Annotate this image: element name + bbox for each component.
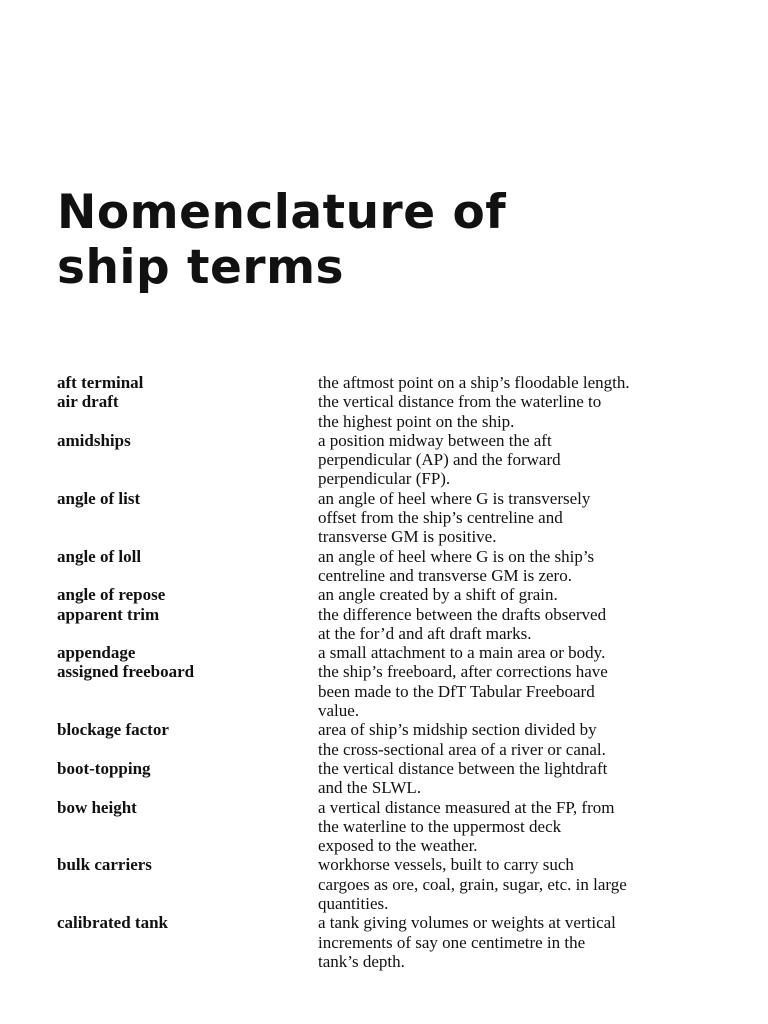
glossary-definition-line: a small attachment to a main area or body. xyxy=(318,643,606,663)
glossary-definition-line: the highest point on the ship. xyxy=(318,411,515,431)
glossary-entry xyxy=(57,392,757,431)
glossary-definition-line: area of ship’s midship section divided by xyxy=(318,720,597,740)
glossary-definition xyxy=(318,605,757,644)
glossary-definition-line: an angle of heel where G is on the ship’s xyxy=(318,546,595,566)
glossary-definition-line: at the for’d and aft draft marks. xyxy=(318,623,532,643)
glossary-definition xyxy=(318,913,757,971)
glossary-definition xyxy=(318,373,757,392)
glossary-definition xyxy=(318,720,757,759)
page-title-line: ship terms xyxy=(57,240,345,295)
glossary-entry xyxy=(57,759,757,798)
glossary-definition xyxy=(318,547,757,586)
glossary-term: assigned freeboard xyxy=(57,662,195,682)
glossary-term: air draft xyxy=(57,392,119,412)
glossary-definition-line: transverse GM is positive. xyxy=(318,527,497,547)
glossary-entry xyxy=(57,662,757,720)
glossary-definition-line: exposed to the weather. xyxy=(318,836,478,856)
glossary-definition-line: increments of say one centimetre in the xyxy=(318,932,586,952)
glossary-entry xyxy=(57,913,757,971)
glossary-term: bow height xyxy=(57,797,137,817)
glossary-definition-line: offset from the ship’s centreline and xyxy=(318,508,563,528)
glossary-definition-line: tank’s depth. xyxy=(318,951,405,971)
glossary-term: angle of list xyxy=(57,488,141,508)
glossary-definition xyxy=(318,798,757,856)
glossary-term: angle of repose xyxy=(57,585,166,605)
page-title-line: Nomenclature of xyxy=(57,185,507,240)
glossary-definition-line: quantities. xyxy=(318,894,389,914)
glossary-definition-line: the ship’s freeboard, after corrections have xyxy=(318,662,608,682)
glossary-definition xyxy=(318,431,757,489)
glossary-entry xyxy=(57,605,757,644)
glossary-entry xyxy=(57,855,757,913)
glossary-definition-line: the cross-sectional area of a river or canal. xyxy=(318,739,606,759)
glossary-entry xyxy=(57,373,757,392)
glossary-definition-line: perpendicular (FP). xyxy=(318,469,451,489)
glossary-term: apparent trim xyxy=(57,604,160,624)
glossary-definition-line: an angle created by a shift of grain. xyxy=(318,585,558,605)
glossary-term: boot-topping xyxy=(57,758,151,778)
glossary-definition-line: a tank giving volumes or weights at vertical xyxy=(318,913,616,933)
glossary-definition-line: the difference between the drafts observed xyxy=(318,604,607,624)
glossary-definition xyxy=(318,489,757,547)
glossary-definition-line: centreline and transverse GM is zero. xyxy=(318,565,572,585)
glossary-definition xyxy=(318,643,757,662)
glossary-definition-line: been made to the DfT Tabular Freeboard xyxy=(318,681,595,701)
glossary-definition-line: the vertical distance between the lightdraft xyxy=(318,758,608,778)
glossary-definition-line: the waterline to the uppermost deck xyxy=(318,816,562,836)
glossary-term: aft terminal xyxy=(57,373,144,392)
glossary-definition xyxy=(318,662,757,720)
glossary-term: amidships xyxy=(57,430,131,450)
glossary-entry xyxy=(57,489,757,547)
glossary-definition xyxy=(318,855,757,913)
glossary-entry xyxy=(57,585,757,604)
glossary-definition-line: cargoes as ore, coal, grain, sugar, etc. in large xyxy=(318,874,627,894)
glossary-term: appendage xyxy=(57,643,136,663)
glossary-definition xyxy=(318,585,757,604)
glossary-term: angle of loll xyxy=(57,546,142,566)
glossary-entry xyxy=(57,798,757,856)
glossary-term: bulk carriers xyxy=(57,855,152,875)
glossary-entry xyxy=(57,547,757,586)
glossary-entry xyxy=(57,720,757,759)
glossary-definition-line: the vertical distance from the waterline to xyxy=(318,392,602,412)
glossary-definition xyxy=(318,392,757,431)
glossary-entry xyxy=(57,431,757,489)
glossary-definition-line: value. xyxy=(318,701,360,721)
glossary-definition-line: the aftmost point on a ship’s floodable length. xyxy=(318,373,630,392)
glossary-definition-line: perpendicular (AP) and the forward xyxy=(318,450,561,470)
glossary-definition xyxy=(318,759,757,798)
glossary-term: calibrated tank xyxy=(57,913,168,933)
glossary-definition-line: a vertical distance measured at the FP, from xyxy=(318,797,615,817)
glossary-term: blockage factor xyxy=(57,720,169,740)
page-title xyxy=(57,185,506,295)
glossary-definition-line: and the SLWL. xyxy=(318,778,422,798)
glossary-entry xyxy=(57,643,757,662)
glossary-definition-line: a position midway between the aft xyxy=(318,430,552,450)
glossary-definition-line: workhorse vessels, built to carry such xyxy=(318,855,574,875)
glossary-list xyxy=(57,373,757,971)
glossary-definition-line: an angle of heel where G is transversely xyxy=(318,488,591,508)
